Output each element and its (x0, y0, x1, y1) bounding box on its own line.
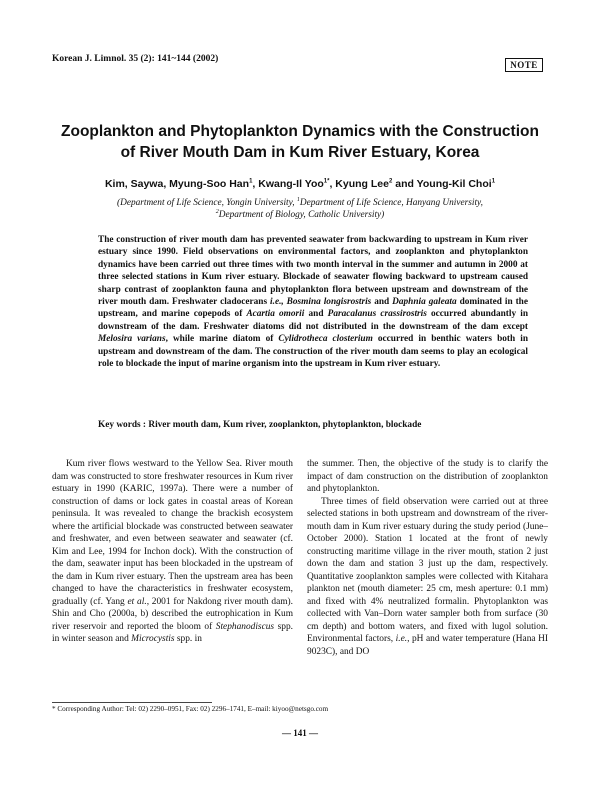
species-name: i.e., Bosmina longisrostris (270, 297, 372, 308)
paper-title (30, 121, 570, 163)
author-3-affil-mark: 2 (388, 178, 393, 185)
keywords: Key words : River mouth dam, Kum river, zooplankton, phytoplankton, blockade (98, 420, 422, 430)
abstract: The construction of river mouth dam has prevented seawater from backwarding to upstream in Kum river estuary since 1990. Field observations on environmental factors, and zooplankton and phytoplankton dynamics have been carried out three times with two month interval in the summer and autumn in 2000 at three selected stations in Kum river estuary. Blockade of seawater flowing backward to upstream caused sharp contrast of zooplankton fauna and phytoplankton flora between upstream and downstream of the river mouth dam. Freshwater cladocerans i.e., Bosmina longisrostris and Daphnia galeata dominated in the upstream, and marine copepods of Acartia omorii and Paracalanus crassirostris occurred abundantly in downstream of the dam. Freshwater diatoms did not distributed in the downstream of the dam except Melosira varians, while marine diatom of Cylidrotheca closterium occurred in benthic waters both in upstream and downstream of the dam. The construction of the river mouth dam seems to play an ecological role to blockade the input of marine organism into the upstream in Kum river estuary. (98, 235, 529, 370)
author-1: Kim, Saywa, Myung-Soo Han (104, 178, 250, 190)
title-line-2: of River Mouth Dam in Kum River Estuary, Korea (120, 144, 480, 161)
author-2: , Kwang-Il Yoo (252, 178, 324, 190)
species-name: Acartia omorii (246, 309, 305, 320)
affiliations (50, 197, 550, 221)
author-3: , Kyung Lee (329, 178, 389, 190)
species-name: Daphnia galeata (392, 297, 457, 308)
author-2-affil-mark: 1* (323, 178, 330, 185)
author-4-affil-mark: 1 (491, 178, 496, 185)
species-name: Cylidrotheca closterium (278, 334, 373, 345)
affiliation-line-1: (Department of Life Science, Yongin University, $^1$Department of Life Science, Hanyang University, (117, 196, 483, 208)
title-line-1: Zooplankton and Phytoplankton Dynamics with the Construction (61, 123, 539, 140)
author-list (30, 178, 570, 190)
footnote-divider (52, 702, 212, 703)
paragraph: Three times of field observation were carried out at three selected stations in both upstream and downstream of the river-mouth dam in Kum river estuary during the study period (June–October 2000). Station 1 located at the front of newly constructing maritime village in the river mouth, station 2 just down the dam and station 3 just up the dam, respectively. Quantitative zooplankton samples were collected with Kitahara plankton net (mouth diameter: 25 cm, mesh aperture: 0.1 mm) and fixed with 4% neutralized formalin. Phytoplankton was collected with Van–Dorn water sampler both from surface (30 cm depth) and bottom waters, and fixed with lugol solution. Environmental factors, i.e., pH and water temperature (Hana HI 9023C), and DO (307, 496, 548, 657)
paragraph: the summer. Then, the objective of the study is to clarify the impact of dam construction on the distribution of zooplankton and phytoplankton. (307, 459, 548, 494)
species-name: Paracalanus crassirostris (327, 309, 427, 320)
body-column-right (307, 458, 548, 658)
author-1-affil-mark: 1 (249, 178, 253, 185)
affiliation-line-2: $^2$Department of Biology, Catholic University) (215, 208, 385, 220)
author-4: and Young-Kil Choi (392, 178, 492, 190)
species-name: Melosira varians (98, 334, 166, 345)
paragraph: Kum river flows westward to the Yellow Sea. River mouth dam was constructed to store freshwater resources in Kum river estuary in 1990 (KARIC, 1997a). There were a number of construction of dams or lock gates in coastal areas of Korean peninsula. It was revealed to change the brackish ecosystem where the artificial blockade was constructed between seawater and freshwater, and even between seawater and seawater (cf. Kim and Lee, 1994 for Inchon dock). With the construction of the dam, seawater input has been blockaded in the upstream of the dam in Kum river estuary. Then the upstream area has been changed to have the characteristics in freshwater ecosystem, gradually (cf. Yang et al., 2001 for Nakdong river mouth dam). Shin and Cho (2000a, b) described the eutrophication in Kum river reservoir and reported the bloom of Stephanodiscus spp. in winter season and Microcystis spp. in (52, 459, 293, 644)
note-badge: NOTE (505, 58, 543, 72)
page-number: — 141 — (282, 728, 318, 738)
journal-citation: Korean J. Limnol. 35 (2): 141~144 (2002) (52, 54, 219, 64)
corresponding-author-footnote: * Corresponding Author: Tel: 02) 2290–0951, Fax: 02) 2296–1741, E–mail: kiyoo@netsgo.com (52, 705, 329, 713)
body-column-left (52, 458, 293, 646)
